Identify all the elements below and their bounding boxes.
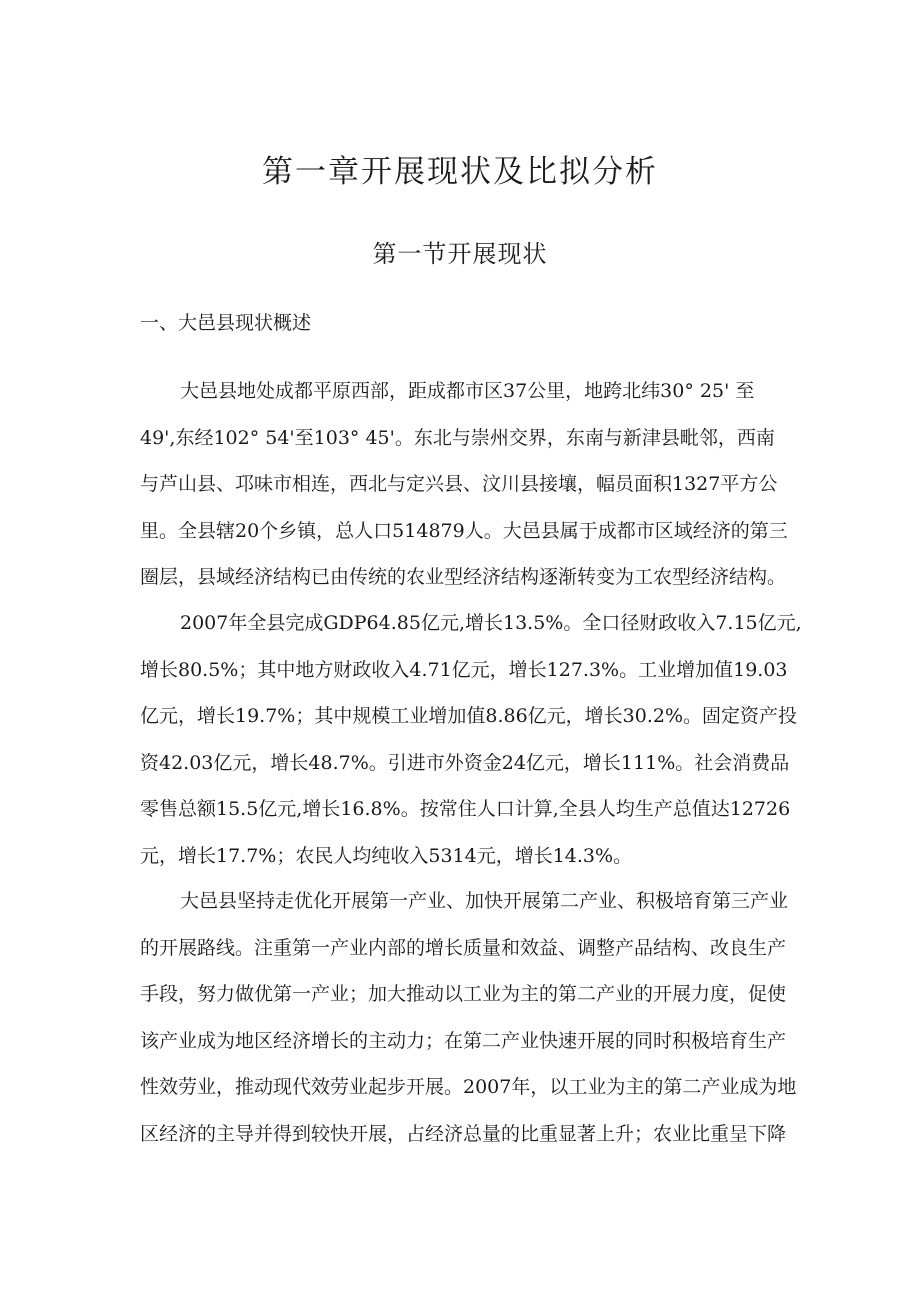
- paragraph-line: 大邑县坚持走优化开展第一产业、加快开展第二产业、积极培育第三产业: [180, 890, 789, 912]
- paragraph-line: 里。全县辖20个乡镇，总人口514879人。大邑县属于成都市区域经济的第三: [140, 519, 788, 542]
- section-title: 第一节开展现状: [372, 240, 548, 268]
- paragraph-line: 圈层，县域经济结构已由传统的农业型经济结构逐渐转变为工农型经济结构。: [140, 566, 787, 588]
- paragraph-development-strategy: [140, 878, 824, 1157]
- paragraph-line: 49',东经102° 54'至103° 45'。东北与崇州交界，东南与新津县毗邻，西南: [140, 426, 775, 449]
- paragraph-overview: [140, 368, 824, 601]
- paragraph-line: 性效劳业，推动现代效劳业起步开展。2007年，以工业为主的第二产业成为地: [140, 1076, 797, 1098]
- paragraph-line: 资42.03亿元，增长48.7%。引进市外资金24亿元，增长111%。社会消费品: [140, 751, 790, 774]
- paragraph-line: 手段，努力做优第一产业；加大推动以工业为主的第二产业的开展力度，促使: [140, 983, 787, 1005]
- paragraph-line: 亿元，增长19.7%；其中规模工业增加值8.86亿元，增长30.2%。固定资产投: [140, 705, 798, 727]
- paragraph-line: 元，增长17.7%；农民人均纯收入5314元，增长14.3%。: [140, 844, 633, 867]
- subsection-heading: 一、大邑县现状概述: [140, 312, 312, 334]
- paragraph-line: 2007年全县完成GDP64.85亿元,增长13.5%。全口径财政收入7.15亿元,: [180, 612, 802, 634]
- paragraph-line: 该产业成为地区经济增长的主动力；在第二产业快速开展的同时积极培育生产: [140, 1029, 787, 1052]
- chapter-title: 第一章开展现状及比拟分析: [262, 154, 658, 190]
- paragraph-line: 与芦山县、邛味市相连，西北与定兴县、汶川县接壤，幅员面积1327平方公: [140, 473, 778, 495]
- paragraph-economy-2007: [140, 600, 824, 879]
- paragraph-line: 的开展路线。注重第一产业内部的增长质量和效益、调整产品结构、改良生产: [140, 936, 787, 959]
- paragraph-line: 零售总额15.5亿元,增长16.8%。按常住人口计算,全县人均生产总值达12726: [140, 798, 791, 820]
- paragraph-line: 增长80.5%；其中地方财政收入4.71亿元，增长127.3%。工业增加值19.03: [140, 658, 788, 681]
- paragraph-line: 区经济的主导并得到较快开展，占经济总量的比重显著上升；农业比重呈下降: [140, 1122, 787, 1145]
- paragraph-line: 大邑县地处成都平原西部，距成都市区37公里，地跨北纬30° 25' 至: [180, 380, 755, 402]
